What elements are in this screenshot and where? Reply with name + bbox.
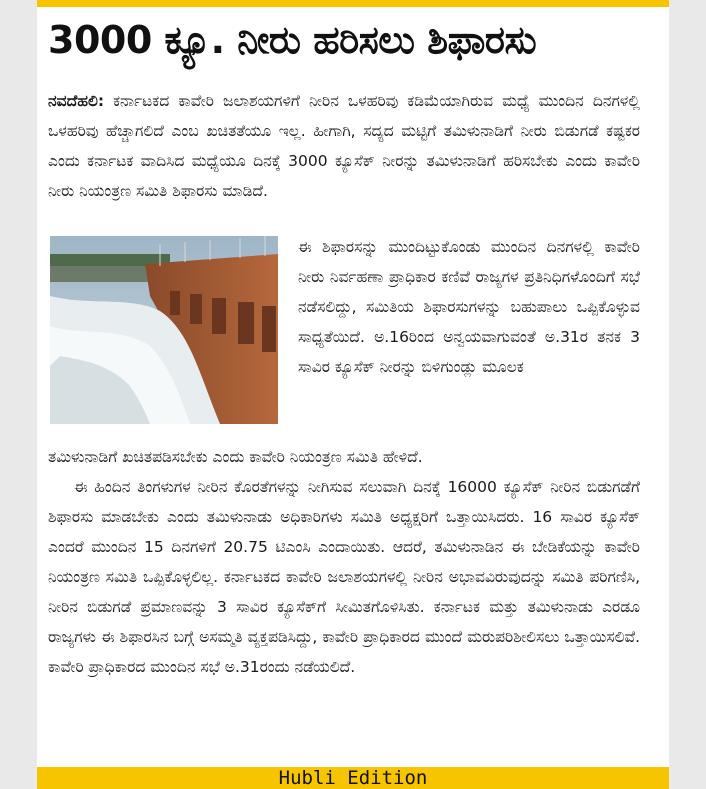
- edition-footer: Hubli Edition: [37, 767, 669, 789]
- lead-paragraph: [48, 86, 640, 206]
- paragraph-2-side: ಈ ಶಿಫಾರಸನ್ನು ಮುಂದಿಟ್ಟುಕೊಂಡು ಮುಂದಿನ ದಿನಗಳಲ್ಲಿ ಕಾವೇರಿ ನೀರು ನಿರ್ವಹಣಾ ಪ್ರಾಧಿಕಾರ ಕಣಿವೆ ರಾಜ್ಯಗಳ ಪ್ರತಿನಿಧಿಗಳೊಂದಿಗೆ ಸಭೆ ನಡೆಸಲಿದ್ದು, ಸಮಿತಿಯ ಶಿಫಾರಸುಗಳನ್ನು ಬಹುಪಾಲು ಒಪ್ಪಿಕೊಳ್ಳುವ ಸಾಧ್ಯತೆಯಿದೆ. ಅ.16ರಿಂದ ಅನ್ವಯವಾಗುವಂತೆ ಅ.31ರ ತನಕ 3 ಸಾವಿರ ಕ್ಯೂಸೆಕ್ ನೀರನ್ನು ಬಿಳಿಗುಂಡ್ಲು ಮೂಲಕ: [298, 238, 640, 376]
- dateline: ನವದೆಹಲಿ:: [48, 92, 105, 110]
- dam-photo: [50, 236, 278, 424]
- top-accent-bar: [37, 0, 669, 7]
- lead-text: ಕರ್ನಾಟಕದ ಕಾವೇರಿ ಜಲಾಶಯಗಳಿಗೆ ನೀರಿನ ಒಳಹರಿವು ಕಡಿಮೆಯಾಗಿರುವ ಮಧ್ಯೆ ಮುಂದಿನ ದಿನಗಳಲ್ಲಿ ಒಳಹರಿವು ಹೆಚ್ಚಾಗಲಿದೆ ಎಂಬ ಖಚಿತತೆಯೂ ಇಲ್ಲ. ಹೀಗಾಗಿ, ಸದ್ಯದ ಮಟ್ಟಿಗೆ ತಮಿಳುನಾಡಿಗೆ ನೀರು ಬಿಡುಗಡೆ ಕಷ್ಟಕರ ಎಂದು ಕರ್ನಾಟಕ ವಾದಿಸಿದ ಮಧ್ಯೆಯೂ ದಿನಕ್ಕೆ 3000 ಕ್ಯೂಸೆಕ್ ನೀರನ್ನು ತಮಿಳುನಾಡಿಗೆ ಹರಿಸಬೇಕು ಎಂದು ಕಾವೇರಿ ನೀರು ನಿಯಂತ್ರಣ ಸಮಿತಿ ಶಿಫಾರಸು ಮಾಡಿದೆ.: [48, 92, 640, 200]
- headline: 3000 ಕ್ಯೂ. ನೀರು ಹರಿಸಲು ಶಿಫಾರಸು: [48, 18, 537, 62]
- paragraph-2-continued: ತಮಿಳುನಾಡಿಗೆ ಖಚಿತಪಡಿಸಬೇಕು ಎಂದು ಕಾವೇರಿ ನಿಯಂತ್ರಣ ಸಮಿತಿ ಹೇಳಿದೆ.: [48, 448, 423, 466]
- paragraph-3: ಈ ಹಿಂದಿನ ತಿಂಗಳುಗಳ ನೀರಿನ ಕೊರತೆಗಳನ್ನು ನೀಗಿಸುವ ಸಲುವಾಗಿ ದಿನಕ್ಕೆ 16000 ಕ್ಯೂಸೆಕ್ ನೀರಿನ ಬಿಡುಗಡೆಗೆ ಶಿಫಾರಸು ಮಾಡಬೇಕು ಎಂದು ತಮಿಳುನಾಡು ಅಧಿಕಾರಿಗಳು ಸಮಿತಿ ಅಧ್ಯಕ್ಷರಿಗೆ ಒತ್ತಾಯಿಸಿದರು. 16 ಸಾವಿರ ಕ್ಯೂಸೆಕ್ ಎಂದರೆ ಮುಂದಿನ 15 ದಿನಗಳಿಗೆ 20.75 ಟಿಎಂಸಿ ಎಂದಾಯಿತು. ಆದರೆ, ತಮಿಳುನಾಡಿನ ಈ ಬೇಡಿಕೆಯನ್ನು ಕಾವೇರಿ ನಿಯಂತ್ರಣ ಸಮಿತಿ ಒಪ್ಪಿಕೊಳ್ಳಲಿಲ್ಲ. ಕರ್ನಾಟಕದ ಕಾವೇರಿ ಜಲಾಶಯಗಳಲ್ಲಿ ನೀರಿನ ಅಭಾವವಿರುವುದನ್ನು ಸಮಿತಿ ಪರಿಗಣಿಸಿ, ನೀರಿನ ಬಿಡುಗಡೆ ಪ್ರಮಾಣವನ್ನು 3 ಸಾವಿರ ಕ್ಯೂಸೆಕ್‌ಗೆ ಸೀಮಿತಗೊಳಿಸಿತು. ಕರ್ನಾಟಕ ಮತ್ತು ತಮಿಳುನಾಡು ಎರಡೂ ರಾಜ್ಯಗಳು ಈ ಶಿಫಾರಸಿನ ಬಗ್ಗೆ ಅಸಮ್ಮತಿ ವ್ಯಕ್ತಪಡಿಸಿದ್ದು, ಕಾವೇರಿ ಪ್ರಾಧಿಕಾರದ ಮುಂದೆ ಮರುಪರಿಶೀಲಿಸಲು ಒತ್ತಾಯಿಸಲಿವೆ. ಕಾವೇರಿ ಪ್ರಾಧಿಕಾರದ ಮುಂದಿನ ಸಭೆ ಅ.31ರಂದು ನಡೆಯಲಿದೆ.: [48, 478, 640, 676]
